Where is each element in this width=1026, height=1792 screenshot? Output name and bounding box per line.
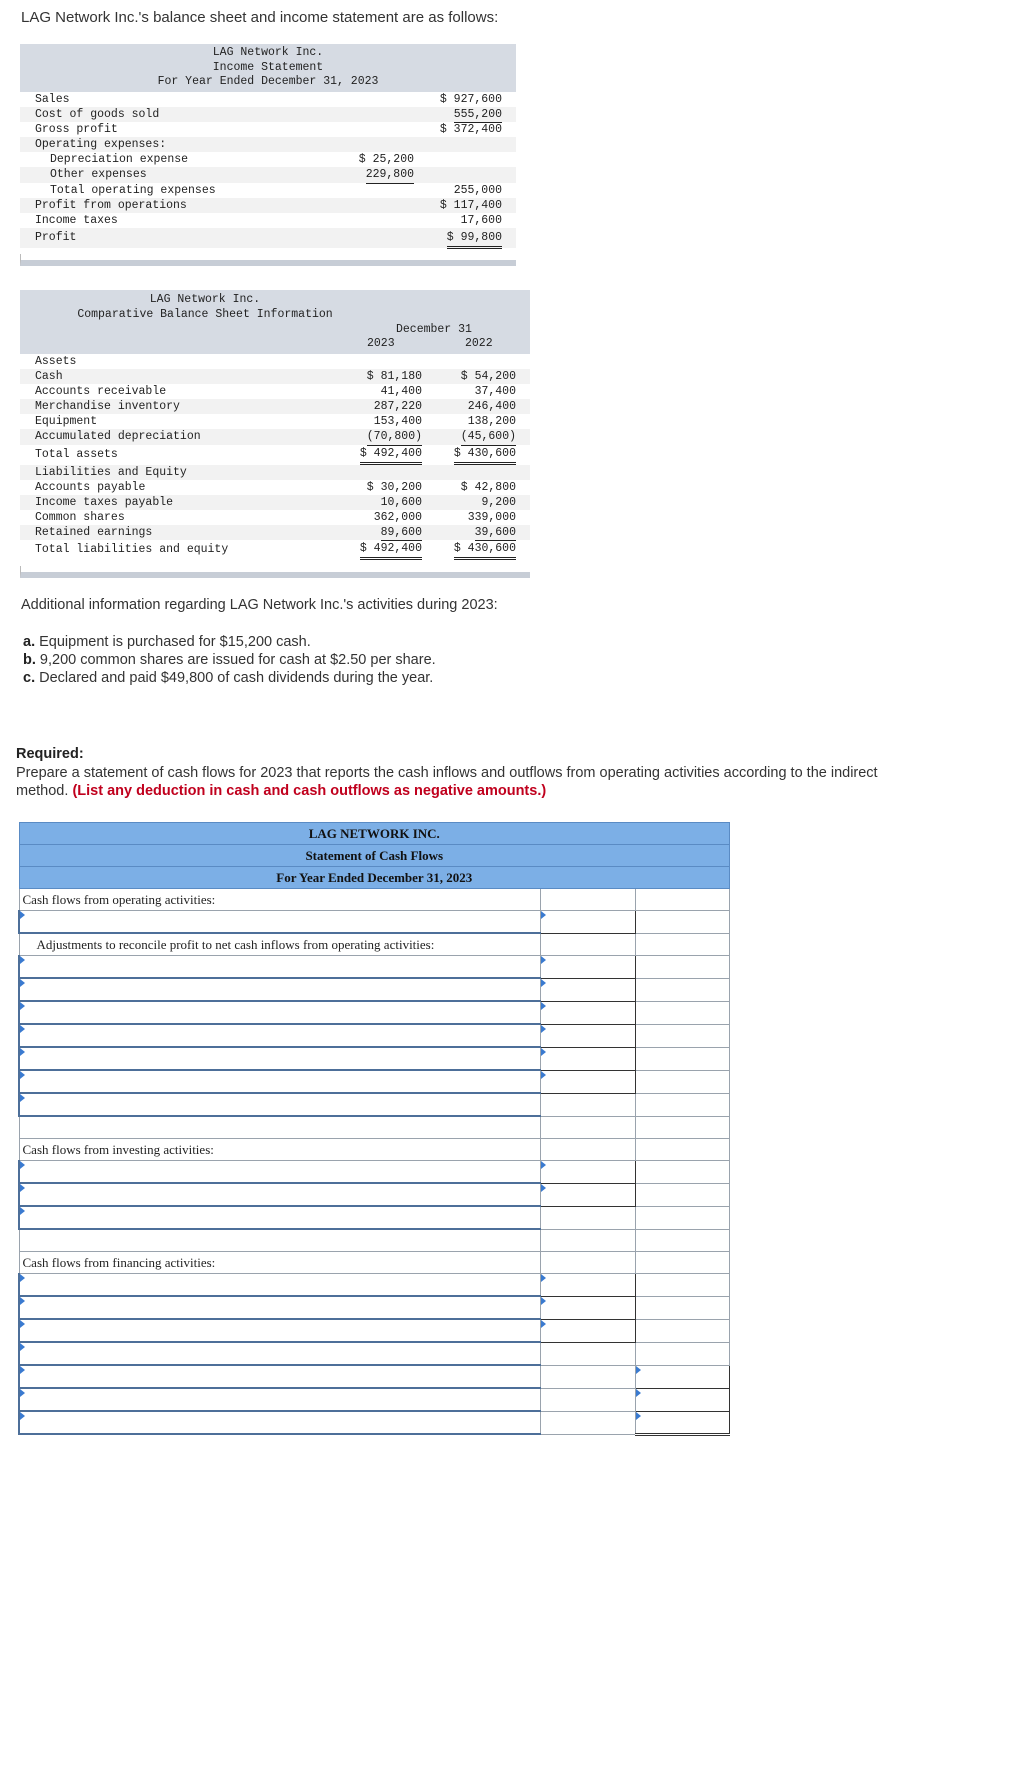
empty-cell: [635, 911, 729, 934]
value-2022: $ 54,200: [460, 370, 516, 384]
row-label: Accumulated depreciation: [35, 430, 201, 444]
row-label: Total liabilities and equity: [35, 543, 229, 557]
empty-cell: [541, 933, 635, 956]
bs-row-assets: [20, 354, 530, 369]
item-letter: a.: [23, 634, 36, 650]
empty-cell: [19, 1116, 541, 1139]
empty-cell: [541, 1093, 635, 1116]
is-company: LAG Network Inc.: [212, 46, 324, 59]
cf-blank-row: [19, 1116, 730, 1139]
line-item-input[interactable]: [19, 1161, 541, 1184]
row-label: Merchandise inventory: [35, 400, 180, 414]
row-label: Operating expenses:: [35, 138, 167, 152]
amount-input[interactable]: [541, 1274, 635, 1297]
line-item-input[interactable]: [19, 1411, 541, 1434]
bs-row-inventory: [20, 399, 530, 414]
cf-input-row: [19, 1024, 730, 1047]
row-label: Depreciation expense: [50, 153, 189, 167]
empty-cell: [541, 1388, 635, 1411]
empty-cell: [635, 956, 729, 979]
empty-cell: [541, 1206, 635, 1229]
line-item-input[interactable]: [19, 1001, 541, 1024]
empty-cell: [635, 1206, 729, 1229]
row-value: $ 927,600: [439, 92, 502, 106]
line-item-input[interactable]: [19, 1024, 541, 1047]
cf-financing-section: [19, 1252, 730, 1274]
row-value: 229,800: [366, 167, 414, 183]
empty-cell: [635, 1183, 729, 1206]
ending-cash-input[interactable]: [635, 1411, 729, 1434]
line-item-input[interactable]: [19, 1274, 541, 1297]
required-note: (List any deduction in cash and cash outflows as negative amounts.): [72, 783, 547, 799]
additional-item: [23, 651, 436, 669]
cf-period: For Year Ended December 31, 2023: [19, 867, 730, 889]
line-item-input[interactable]: [19, 1206, 541, 1229]
line-item-input[interactable]: [19, 1047, 541, 1070]
row-label: Profit: [35, 231, 77, 245]
cf-header-title: [19, 845, 730, 867]
row-value: $ 117,400: [439, 198, 502, 212]
is-row-opex-header: [20, 137, 516, 152]
row-label: Gross profit: [35, 122, 118, 136]
row-label: Common shares: [35, 510, 125, 524]
line-item-input[interactable]: [19, 978, 541, 1001]
item-text: 9,200 common shares are issued for cash at $2.50 per share.: [39, 652, 436, 668]
cf-input-row: [19, 1274, 730, 1297]
bs-row-taxes-payable: [20, 495, 530, 510]
cf-input-row: [19, 1411, 730, 1434]
row-label: Cost of goods sold: [35, 107, 160, 121]
amount-input[interactable]: [541, 1024, 635, 1047]
value-2022: $ 430,600: [454, 446, 516, 465]
is-period: For Year Ended December 31, 2023: [157, 75, 379, 88]
value-2022: (45,600): [461, 429, 516, 445]
empty-cell: [635, 1139, 729, 1161]
empty-cell: [635, 1296, 729, 1319]
item-text: Equipment is purchased for $15,200 cash.: [39, 634, 311, 650]
bs-row-retained: [20, 525, 530, 540]
cf-input-row: [19, 911, 730, 934]
cf-financing-label: Cash flows from financing activities:: [19, 1252, 541, 1274]
empty-cell: [635, 1319, 729, 1342]
amount-input[interactable]: [541, 1070, 635, 1093]
row-value: 255,000: [454, 183, 502, 199]
empty-cell: [635, 1342, 729, 1365]
required-heading: Required:: [16, 746, 84, 762]
bs-year-2022: 2022: [465, 337, 493, 350]
amount-input[interactable]: [541, 1319, 635, 1342]
is-row-profit-ops: [20, 198, 516, 213]
bs-date-header: December 31: [396, 323, 472, 336]
line-item-input[interactable]: [19, 1070, 541, 1093]
cf-header-company: [19, 823, 730, 845]
row-value: 17,600: [461, 213, 502, 229]
additional-info-list: [23, 633, 436, 687]
line-item-input[interactable]: [19, 1388, 541, 1411]
bs-row-equipment: [20, 414, 530, 429]
cf-input-row: [19, 1206, 730, 1229]
amount-input[interactable]: [541, 1296, 635, 1319]
empty-cell: [635, 1116, 729, 1139]
empty-cell: [635, 1070, 729, 1093]
bs-row-total-liab-equity: [20, 540, 530, 560]
line-item-input[interactable]: [19, 1342, 541, 1365]
empty-cell: [635, 1047, 729, 1070]
value-2022: 138,200: [467, 415, 516, 429]
empty-cell: [19, 1229, 541, 1252]
row-label: Sales: [35, 92, 70, 106]
empty-cell: [635, 1161, 729, 1184]
row-label: Assets: [35, 355, 77, 368]
empty-cell: [635, 1093, 729, 1116]
is-row-gross-profit: [20, 122, 516, 137]
cf-input-row: [19, 978, 730, 1001]
bs-footer-bar: [20, 566, 530, 578]
bs-year-2023: 2023: [367, 337, 395, 350]
row-value: $ 25,200: [358, 153, 414, 167]
value-2022: $ 430,600: [454, 541, 516, 560]
cf-input-row: [19, 1365, 730, 1388]
additional-item: [23, 633, 436, 651]
row-label: Accounts payable: [35, 480, 146, 494]
required-text: [16, 764, 916, 800]
value-2023: $ 30,200: [366, 480, 422, 494]
value-2023: 10,600: [380, 495, 422, 509]
additional-info-header: Additional information regarding LAG Network Inc.'s activities during 2023:: [21, 597, 498, 613]
cf-title: Statement of Cash Flows: [19, 845, 730, 867]
row-label: Cash: [35, 370, 63, 384]
line-item-input[interactable]: [19, 1365, 541, 1388]
empty-cell: [635, 978, 729, 1001]
is-row-depreciation: [20, 152, 516, 167]
total-amount-input[interactable]: [635, 1365, 729, 1388]
bs-row-payable: [20, 480, 530, 495]
bs-row-total-assets: [20, 445, 530, 465]
cf-investing-section: [19, 1139, 730, 1161]
line-item-input[interactable]: [19, 956, 541, 979]
cf-investing-label: Cash flows from investing activities:: [19, 1139, 541, 1161]
line-item-input[interactable]: [19, 1296, 541, 1319]
row-label: Equipment: [35, 415, 98, 429]
empty-cell: [635, 933, 729, 956]
cf-operating-section: [19, 889, 730, 911]
value-2023: $ 81,180: [366, 370, 422, 384]
amount-input[interactable]: [541, 911, 635, 934]
is-row-cogs: [20, 107, 516, 122]
bs-row-cash: [20, 369, 530, 384]
intro-text: LAG Network Inc.'s balance sheet and income statement are as follows:: [21, 9, 499, 26]
cf-company: LAG NETWORK INC.: [19, 823, 730, 845]
value-2023: 153,400: [373, 415, 422, 429]
bs-row-liab-equity: [20, 465, 530, 480]
empty-cell: [541, 1411, 635, 1434]
cf-input-row: [19, 1388, 730, 1411]
empty-cell: [541, 1229, 635, 1252]
cf-input-row: [19, 1183, 730, 1206]
cf-input-row: [19, 956, 730, 979]
cash-flow-table: [18, 822, 730, 1436]
cf-blank-row: [19, 1229, 730, 1252]
balance-sheet: [20, 290, 530, 578]
is-footer-bar: [20, 254, 516, 266]
is-row-other-expenses: [20, 167, 516, 182]
amount-input[interactable]: [541, 1001, 635, 1024]
cf-input-row: [19, 1296, 730, 1319]
cf-input-row: [19, 1047, 730, 1070]
cf-input-row: [19, 1093, 730, 1116]
cf-input-row: [19, 1001, 730, 1024]
value-2023: 287,220: [373, 400, 422, 414]
item-letter: b.: [23, 652, 36, 668]
income-statement-header: [20, 44, 516, 92]
cf-input-row: [19, 1070, 730, 1093]
cf-header-period: [19, 867, 730, 889]
line-item-input[interactable]: [19, 911, 541, 934]
line-item-input[interactable]: [19, 1319, 541, 1342]
is-row-profit: [20, 228, 516, 248]
row-label: Accounts receivable: [35, 385, 167, 399]
row-label: Liabilities and Equity: [35, 465, 187, 479]
row-label: Retained earnings: [35, 525, 153, 539]
empty-cell: [635, 1229, 729, 1252]
empty-cell: [635, 1274, 729, 1297]
empty-cell: [541, 1365, 635, 1388]
row-label: Total assets: [35, 447, 118, 461]
additional-item: [23, 669, 436, 687]
balance-sheet-header: [20, 290, 530, 354]
row-label: Total operating expenses: [50, 183, 216, 197]
empty-cell: [541, 1139, 635, 1161]
empty-cell: [541, 1252, 635, 1274]
line-item-input[interactable]: [19, 1093, 541, 1116]
item-letter: c.: [23, 670, 36, 686]
cf-adjustments-label: Adjustments to reconcile profit to net cash inflows from operating activities:: [19, 933, 541, 956]
empty-cell: [635, 1024, 729, 1047]
is-title: Income Statement: [212, 60, 324, 74]
is-row-sales: [20, 92, 516, 107]
row-label: Profit from operations: [35, 198, 187, 212]
row-label: Income taxes: [35, 214, 118, 227]
amount-input[interactable]: [541, 1161, 635, 1184]
value-2023: 89,600: [381, 525, 422, 541]
value-2022: 246,400: [467, 400, 516, 414]
item-text: Declared and paid $49,800 of cash dividends during the year.: [39, 670, 434, 686]
row-value: 555,200: [454, 107, 502, 123]
row-label: Other expenses: [50, 168, 147, 182]
is-row-total-opex: [20, 183, 516, 198]
bs-title: Comparative Balance Sheet Information: [77, 308, 333, 321]
empty-cell: [635, 1252, 729, 1274]
bs-row-receivable: [20, 384, 530, 399]
required-instructions: Prepare a statement of cash flows for 2023 that reports the cash inflows and outflows from operating activities according to the indirect method.: [16, 765, 878, 799]
bs-row-accum-dep: [20, 429, 530, 444]
value-2023: 362,000: [373, 510, 422, 524]
value-2023: $ 492,400: [360, 446, 422, 465]
cf-operating-label: Cash flows from operating activities:: [19, 889, 541, 911]
cf-adjustments-section: [19, 933, 730, 956]
value-2022: 9,200: [481, 495, 516, 509]
value-2022: $ 42,800: [460, 480, 516, 494]
income-statement: [20, 44, 516, 266]
amount-input[interactable]: [541, 978, 635, 1001]
value-2022: 339,000: [467, 510, 516, 524]
value-2022: 39,600: [475, 525, 516, 541]
row-value: $ 99,800: [447, 229, 502, 249]
amount-input[interactable]: [541, 1047, 635, 1070]
cf-input-row: [19, 1342, 730, 1365]
total-amount-input[interactable]: [635, 1388, 729, 1411]
amount-input[interactable]: [541, 1183, 635, 1206]
value-2023: 41,400: [380, 385, 422, 399]
value-2023: $ 492,400: [360, 541, 422, 560]
row-label: Income taxes payable: [35, 495, 174, 509]
value-2023: (70,800): [367, 429, 422, 445]
empty-cell: [541, 1116, 635, 1139]
cf-input-row: [19, 1319, 730, 1342]
empty-cell: [541, 889, 635, 911]
empty-cell: [635, 889, 729, 911]
row-value: $ 372,400: [439, 122, 502, 136]
empty-cell: [635, 1001, 729, 1024]
line-item-input[interactable]: [19, 1183, 541, 1206]
cf-input-row: [19, 1161, 730, 1184]
empty-cell: [541, 1342, 635, 1365]
bs-row-common-shares: [20, 510, 530, 525]
value-2022: 37,400: [474, 385, 516, 399]
bs-company: LAG Network Inc.: [149, 293, 261, 306]
amount-input[interactable]: [541, 956, 635, 979]
is-row-income-taxes: [20, 213, 516, 228]
